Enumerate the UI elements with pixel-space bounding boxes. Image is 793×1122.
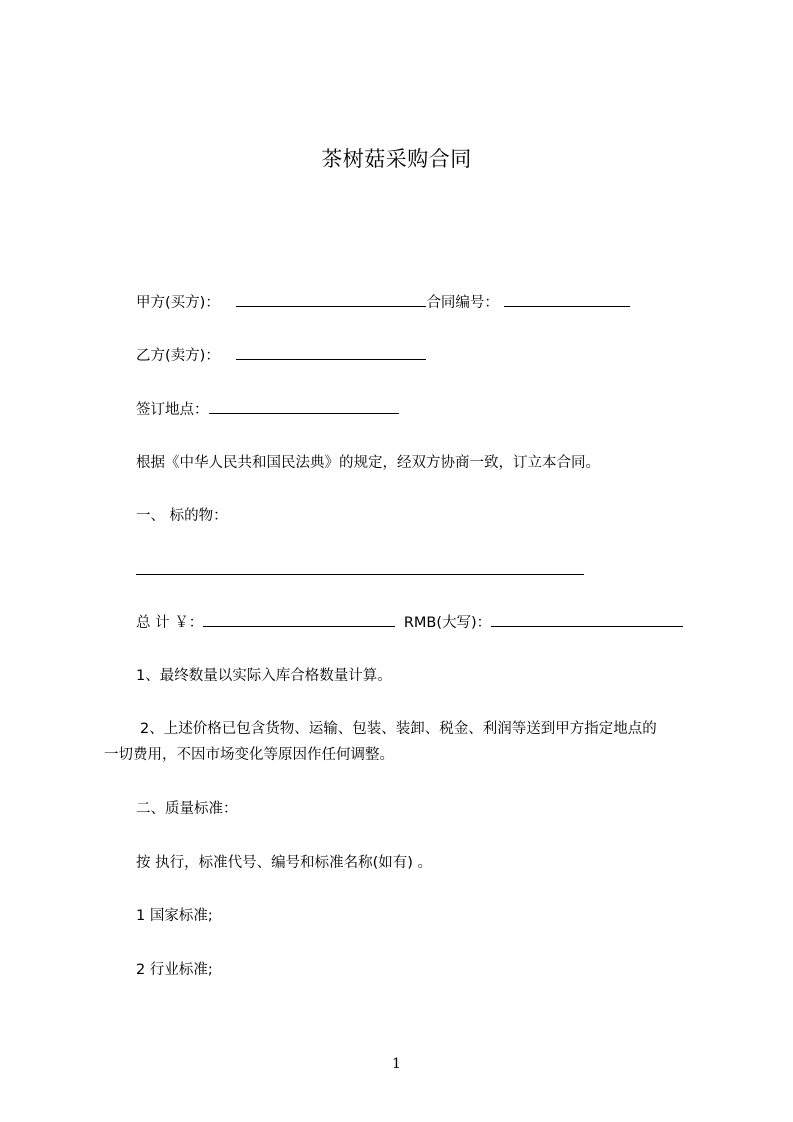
note-1: 1、最终数量以实际入库合格数量计算。 xyxy=(136,668,392,684)
subject-matter-row xyxy=(136,560,584,581)
intro-paragraph: 根据《中华人民共和国民法典》的规定，经双方协商一致，订立本合同。 xyxy=(136,455,600,471)
subject-matter-blank xyxy=(136,560,584,575)
party-a-blank xyxy=(236,292,426,307)
note-2-line-2: 一切费用，不因市场变化等原因作任何调整。 xyxy=(104,747,394,763)
section-2-heading: 二、质量标准： xyxy=(136,801,238,817)
rmb-amount-blank xyxy=(491,612,683,627)
sign-place-blank xyxy=(209,399,399,414)
contract-no-label: 合同编号： xyxy=(426,295,499,311)
party-b-label: 乙方(卖方)： xyxy=(136,348,220,364)
rmb-label: RMB(大写)： xyxy=(403,615,492,631)
quality-text: 按 执行，标准代号、编号和标准名称(如有) 。 xyxy=(136,855,433,871)
page-title: 茶树菇采购合同 xyxy=(321,147,472,171)
total-amount-blank xyxy=(203,612,395,627)
standard-1: 1 国家标准; xyxy=(136,908,213,924)
contract-no-blank xyxy=(504,292,630,307)
party-b-blank xyxy=(236,345,426,360)
standard-2: 2 行业标准; xyxy=(136,962,213,978)
party-b-row xyxy=(136,345,426,366)
sign-place-label: 签订地点： xyxy=(136,402,209,418)
total-label: 总 计 ￥： xyxy=(136,615,204,631)
note-2-line-1: 2、上述价格已包含货物、运输、包装、装卸、税金、利润等送到甲方指定地点的 xyxy=(140,721,657,737)
party-a-label: 甲方(买方)： xyxy=(136,295,220,311)
party-a-row xyxy=(136,292,630,313)
total-row xyxy=(136,612,683,633)
page-number: 1 xyxy=(392,1056,401,1072)
section-1-heading: 一、 标的物： xyxy=(136,508,228,524)
sign-place-row xyxy=(136,399,399,420)
